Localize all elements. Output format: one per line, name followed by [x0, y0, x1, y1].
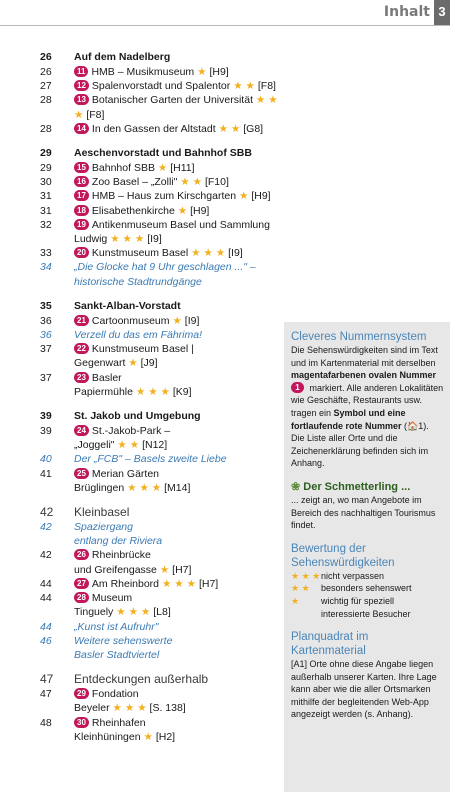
entry-title: Merian Gärten — [91, 467, 160, 480]
entry-continuation — [40, 730, 280, 744]
leaf-icon: ❀ — [291, 480, 301, 493]
rating-stars: ★ ★ ★ — [110, 233, 145, 246]
section-title: Kleinbasel — [74, 505, 130, 520]
entry-text — [74, 605, 280, 619]
rating-stars: ★ — [143, 730, 153, 743]
entry-title-cont: „Joggeli" — [74, 439, 115, 452]
legend-row — [291, 595, 444, 620]
entry-text — [74, 424, 280, 438]
feature-entry — [40, 634, 280, 648]
rating-stars: ★ ★ ★ — [127, 481, 162, 494]
entry-title: St.-Jakob-Park – — [91, 425, 171, 438]
page-number: 42 — [40, 521, 52, 534]
entry-title-cont: Papiermühle — [74, 385, 133, 398]
sight-number-badge: 15 — [74, 162, 89, 173]
grid-ref: [G8] — [243, 122, 264, 135]
entry-title: Fondation — [91, 688, 139, 701]
entry-title-cont: und Greifengasse — [74, 563, 157, 576]
entry-text — [74, 122, 280, 136]
entry-text — [74, 577, 280, 591]
entry-text — [74, 481, 280, 495]
sight-entry — [40, 161, 280, 175]
section-title: Auf dem Nadelberg — [74, 51, 171, 63]
entry-text — [74, 534, 280, 548]
page-number: 29 — [40, 162, 52, 175]
entry-title: Antikenmuseum Basel und Sammlung Ludwig — [74, 218, 270, 246]
sight-number-badge: 12 — [74, 80, 89, 91]
page-number: 36 — [40, 314, 52, 327]
entry-text — [74, 328, 280, 342]
feature-entry — [40, 452, 280, 466]
grid-ref: [H7] — [172, 563, 192, 576]
grid-ref: [L8] — [153, 606, 171, 619]
entry-title-cont: Gegenwart — [74, 357, 126, 370]
page-number: 36 — [40, 329, 52, 342]
page-number: 48 — [40, 716, 52, 729]
page-number: 40 — [40, 453, 52, 466]
entry-title-cont: Basler Stadtviertel — [74, 648, 160, 661]
rating-stars: ★ — [172, 314, 182, 327]
entry-text — [74, 563, 280, 577]
entry-text — [74, 730, 280, 744]
rating-stars: ★ ★ ★ — [135, 385, 170, 398]
sight-number-badge: 25 — [74, 468, 89, 479]
page-number: 31 — [40, 204, 52, 217]
entry-title: Rheinhafen — [91, 716, 146, 729]
sight-entry — [40, 424, 280, 438]
entry-text — [74, 716, 280, 730]
page-number: 47 — [40, 672, 54, 687]
sight-entry — [40, 716, 280, 730]
sight-number-badge: 21 — [74, 315, 89, 326]
header-page-number: 3 — [434, 0, 450, 26]
entry-text — [74, 161, 280, 175]
rating-stars: ★ ★ — [117, 439, 140, 452]
page-number: 44 — [40, 620, 52, 633]
sight-entry — [40, 591, 280, 605]
entry-title: Verzell du das em Fährima! — [74, 329, 202, 342]
entry-text — [74, 175, 280, 189]
section-heading — [40, 50, 280, 65]
bewertung-title: Bewertung der Sehenswürdigkeiten — [291, 542, 395, 569]
entry-text — [74, 260, 280, 288]
sight-number-badge: 22 — [74, 343, 89, 354]
entry-title: Spaziergang — [74, 521, 133, 534]
entry-continuation — [40, 605, 280, 619]
sight-entry — [40, 548, 280, 562]
entry-text — [74, 189, 280, 203]
grid-ref: [F10] — [204, 176, 229, 189]
entry-text — [74, 687, 280, 701]
sight-entry — [40, 218, 280, 246]
page-number: 27 — [40, 80, 52, 93]
entry-title: Kunstmuseum Basel — [91, 247, 189, 260]
grid-ref: [S. 138] — [149, 702, 186, 715]
table-of-contents — [40, 50, 280, 754]
entry-title: HMB – Haus zum Kirschgarten — [91, 190, 237, 203]
grid-ref: [I9] — [228, 247, 243, 260]
rating-stars: ★ — [157, 162, 168, 175]
sight-number-badge: 17 — [74, 190, 89, 201]
entry-text — [74, 701, 280, 715]
toc-section — [40, 409, 280, 495]
legend-text: nicht verpassen — [321, 570, 385, 581]
planquadrat-text: [A1] Orte ohne diese Angabe liegen außerhalb unserer Karten. Ihre Lage kann aber wie die aller Ortsmarken mithilfe der begleitenden Web-App angezeigt werden (s. Anhang). — [291, 659, 437, 720]
page-number: 35 — [40, 299, 52, 312]
feature-entry — [40, 520, 280, 534]
entry-continuation — [40, 385, 280, 399]
entry-title: Zoo Basel – „Zolli" — [91, 176, 178, 189]
entry-title: Museum — [91, 592, 133, 605]
sight-entry — [40, 79, 280, 93]
page-number: 47 — [40, 688, 52, 701]
grid-ref: [H9] — [190, 204, 210, 217]
sight-entry — [40, 204, 280, 218]
entry-text — [74, 371, 280, 385]
sight-number-badge: 16 — [74, 176, 89, 187]
feature-entry — [40, 620, 280, 634]
section-heading — [40, 672, 280, 687]
section-title: Aeschenvorstadt und Bahnhof SBB — [74, 147, 252, 160]
entry-text — [74, 385, 280, 399]
rating-stars: ★ ★ ★ — [74, 94, 278, 121]
schmetterling-text: ... zeigt an, wo man Angebote im Bereich des nachhaltigen Tourismus findet. — [291, 494, 436, 531]
sight-number-badge: 27 — [74, 578, 89, 589]
entry-text — [74, 93, 280, 121]
entry-title: Cartoonmuseum — [91, 314, 170, 327]
rating-stars: ★ ★ ★ — [116, 606, 151, 619]
entry-title: Elisabethenkirche — [91, 204, 175, 217]
entry-text — [74, 246, 280, 260]
sight-entry — [40, 467, 280, 481]
entry-title: Am Rheinbord — [91, 577, 160, 590]
header-title: Inhalt — [383, 4, 430, 20]
entry-text — [74, 356, 280, 370]
rating-stars: ★ ★ — [218, 122, 241, 135]
entry-text — [74, 520, 280, 534]
entry-title-cont: Brüglingen — [74, 481, 125, 494]
grid-ref: [M14] — [164, 481, 191, 494]
grid-ref: [I9] — [147, 233, 162, 246]
entry-text — [74, 634, 280, 648]
page-number: 42 — [40, 549, 52, 562]
entry-title-cont: Beyeler — [74, 702, 110, 715]
sight-entry — [40, 65, 280, 79]
page-number: 42 — [40, 505, 54, 520]
page-number: 30 — [40, 176, 52, 189]
page-number: 31 — [40, 190, 52, 203]
entry-title: „Die Glocke hat 9 Uhr geschlagen ..." – historische Stadtrundgänge — [74, 261, 256, 288]
entry-title: Bahnhof SBB — [91, 162, 155, 175]
sight-entry — [40, 371, 280, 385]
section-heading — [40, 505, 280, 520]
page-number: 33 — [40, 247, 52, 260]
page-number: 44 — [40, 577, 52, 590]
sight-number-badge: 28 — [74, 592, 89, 603]
toc-section — [40, 146, 280, 289]
sight-number-badge: 11 — [74, 66, 88, 77]
entry-text — [74, 218, 280, 246]
page-number: 39 — [40, 425, 52, 438]
nummern-title: Cleveres Nummernsystem — [291, 331, 427, 343]
sight-number-badge: 18 — [74, 205, 89, 216]
grid-ref: [J9] — [140, 357, 158, 370]
sight-entry — [40, 687, 280, 701]
sight-entry — [40, 122, 280, 136]
page-number: 37 — [40, 343, 52, 356]
entry-title: Spalenvorstadt und Spalentor — [91, 80, 231, 93]
grid-ref: [K9] — [172, 385, 192, 398]
rating-stars: ★ — [197, 66, 207, 78]
page-number: 26 — [40, 51, 52, 63]
page-number: 28 — [40, 122, 52, 135]
grid-ref: [H9] — [209, 66, 229, 78]
rating-stars: ★ ★ ★ — [112, 702, 147, 715]
sight-number-badge: 13 — [74, 94, 89, 105]
entry-title: „Kunst ist Aufruhr" — [74, 620, 159, 633]
grid-ref: [H7] — [198, 577, 219, 590]
rating-stars: ★ — [128, 357, 138, 370]
toc-section — [40, 672, 280, 744]
toc-section — [40, 505, 280, 662]
rating-stars: ★ — [291, 595, 300, 606]
grid-ref: [I9] — [184, 314, 200, 327]
sight-number-badge: 26 — [74, 549, 89, 560]
section-title: Sankt-Alban-Vorstadt — [74, 299, 181, 312]
toc-section — [40, 299, 280, 399]
entry-title-cont: entlang der Riviera — [74, 535, 163, 548]
toc-section — [40, 50, 280, 136]
example-badge: 1 — [291, 382, 304, 393]
rating-stars: ★ — [238, 190, 249, 203]
info-sidebar — [284, 322, 450, 792]
section-heading — [40, 299, 280, 314]
sight-entry — [40, 314, 280, 328]
entry-text — [74, 548, 280, 562]
sight-number-badge: 30 — [74, 717, 89, 728]
entry-continuation — [40, 356, 280, 370]
entry-title: Basler — [91, 371, 122, 384]
section-title: St. Jakob und Umgebung — [74, 410, 201, 423]
page-number: 39 — [40, 410, 52, 423]
sight-number-badge: 29 — [74, 688, 89, 699]
rating-stars: ★ — [159, 563, 170, 576]
rating-legend — [291, 570, 444, 620]
sight-number-badge: 23 — [74, 372, 89, 383]
entry-title: Kunstmuseum Basel | — [91, 343, 194, 356]
grid-ref: [H2] — [155, 730, 176, 743]
entry-continuation — [40, 563, 280, 577]
sight-number-badge: 24 — [74, 425, 89, 436]
entry-title-cont: Kleinhüningen — [74, 730, 141, 743]
page-number: 37 — [40, 371, 52, 384]
rating-stars: ★ ★ — [291, 583, 310, 594]
entry-title: Rheinbrücke — [91, 549, 151, 562]
legend-row — [291, 582, 444, 595]
grid-ref: [F8] — [257, 80, 276, 93]
entry-continuation — [40, 481, 280, 495]
sight-entry — [40, 93, 280, 121]
entry-title: Weitere sehenswerte — [74, 634, 173, 647]
page-number: 34 — [40, 261, 52, 274]
grid-ref: [H9] — [251, 190, 271, 203]
sight-number-badge: 19 — [74, 219, 89, 230]
entry-continuation — [40, 701, 280, 715]
entry-text — [74, 620, 280, 634]
entry-text — [74, 591, 280, 605]
feature-entry — [40, 260, 280, 288]
grid-ref: [H11] — [170, 162, 195, 175]
feature-entry — [40, 328, 280, 342]
section-heading — [40, 146, 280, 161]
entry-text — [74, 342, 280, 356]
entry-text — [74, 204, 280, 218]
rating-stars: ★ ★ ★ — [191, 247, 226, 260]
rating-stars: ★ ★ — [180, 176, 203, 189]
entry-title-cont: Tinguely — [74, 606, 114, 619]
section-heading — [40, 409, 280, 424]
rating-stars: ★ ★ — [233, 80, 255, 93]
sight-entry — [40, 175, 280, 189]
page-number: 26 — [40, 66, 52, 78]
entry-continuation — [40, 534, 280, 548]
grid-ref: [N12] — [142, 439, 168, 452]
legend-row — [291, 570, 444, 583]
grid-ref: [F8] — [86, 108, 105, 121]
entry-continuation — [40, 438, 280, 452]
entry-title: In den Gassen der Altstadt — [91, 122, 216, 135]
page-number: 32 — [40, 218, 52, 231]
legend-text: besonders sehenswert — [321, 583, 412, 594]
entry-title: Der „FCB" – Basels zweite Liebe — [74, 453, 227, 466]
entry-title: Botanischer Garten der Universität — [91, 94, 253, 107]
nummern-text: Die Sehenswürdigkeiten sind im Text und im Kartenmaterial mit derselben magentafarbenen ovalen Nummer 1 markiert. Alle anderen Lokalitäten wie Geschäfte, Restaurants usw. tragen ein Symbol und eine fortlaufende rote Nummer (🏠1). Die Liste aller Orte und die Zeichenerklärung befinden sich im Anhang. — [291, 345, 444, 469]
entry-text — [74, 314, 280, 328]
page-number: 44 — [40, 592, 52, 605]
entry-title: HMB – Musikmuseum — [91, 66, 195, 78]
entry-text — [74, 438, 280, 452]
sight-entry — [40, 342, 280, 356]
sight-entry — [40, 246, 280, 260]
legend-text: wichtig für speziell interessierte Besucher — [321, 595, 411, 619]
entry-continuation — [40, 648, 280, 662]
page-number: 41 — [40, 467, 52, 480]
entry-text — [74, 452, 280, 466]
sight-entry — [40, 577, 280, 591]
entry-text — [74, 648, 280, 662]
schmetterling-title: ❀ Der Schmetterling ... — [291, 480, 411, 493]
header-divider — [0, 25, 450, 26]
entry-text — [74, 65, 280, 79]
sight-entry — [40, 189, 280, 203]
planquadrat-title: Planquadrat im Kartenmaterial — [291, 631, 369, 658]
page-number: 28 — [40, 94, 52, 107]
page-number: 46 — [40, 634, 52, 647]
section-title: Entdeckungen außerhalb — [74, 672, 209, 687]
page-number: 29 — [40, 147, 52, 160]
rating-stars: ★ ★ ★ — [161, 577, 197, 590]
entry-text — [74, 79, 280, 93]
rating-stars: ★ — [177, 204, 188, 217]
sight-number-badge: 20 — [74, 247, 89, 258]
rating-stars: ★ ★ ★ — [291, 570, 321, 581]
sight-number-badge: 14 — [74, 123, 89, 134]
entry-text — [74, 467, 280, 481]
page-header — [384, 0, 450, 26]
